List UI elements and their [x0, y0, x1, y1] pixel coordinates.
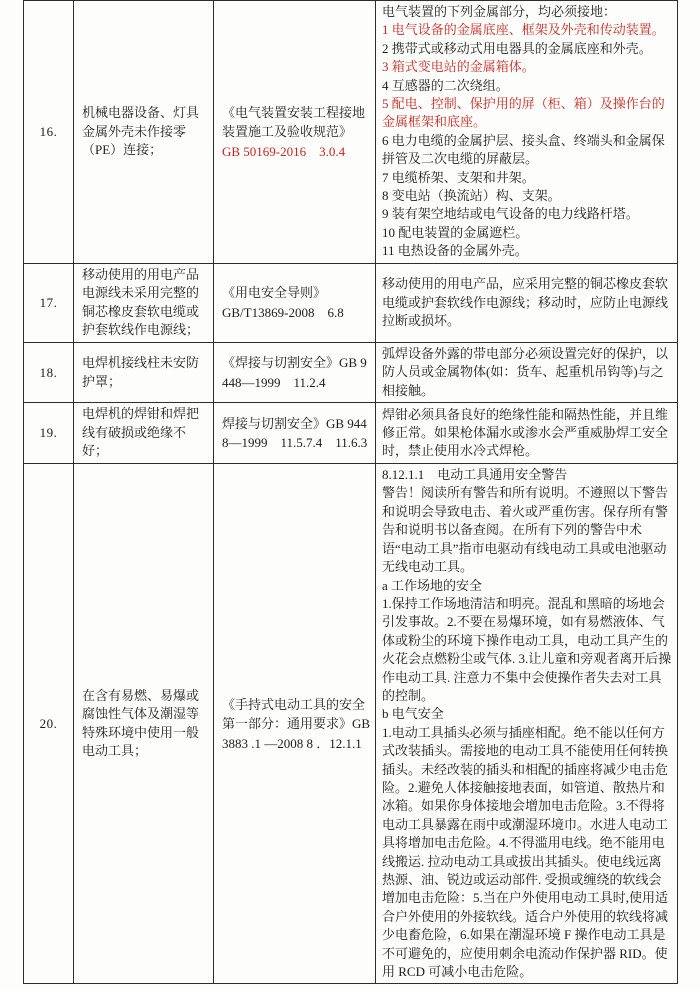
- requirement-line: a 工作场地的安全: [382, 577, 483, 593]
- issue-cell: 电焊机的焊钳和焊把线有破损或绝缘不好；: [74, 403, 214, 464]
- basis-line: GB 50169-2016 3.0.4: [222, 143, 346, 159]
- requirement-line: 1.保持工作场地清洁和明亮。混乱和黑暗的场地会引发事故。2.不要在易爆环境，如有易燃液体、气体或粉尘的环境下操作电动工具，电动工具产生的火花会点燃粉尘或气体. 3.让儿童和旁观者离开后操作电动工具. 注意力不集中会使操作者失去对工具的控制。: [382, 595, 672, 703]
- requirement-line: 警告！阅读所有警告和所有说明。不遵照以下警告和说明会导致电击、着火或严重伤害。保存所有警告和说明书以备查阅。在所有下列的警告中术语“电动工具”指市电驱动有线电动工具或电池驱动无线电动工具。: [382, 485, 669, 575]
- issue-cell: 电焊机接线柱未安防护罩；: [74, 343, 214, 403]
- requirement-line: 9 装有架空地结或电气设备的电力线路杆塔。: [382, 206, 639, 222]
- basis-cell: [214, 1, 376, 264]
- row-number-cell: 18.: [24, 343, 74, 403]
- basis-line: 《焊接与切割安全》GB 9448—1999 11.2.4: [222, 355, 367, 390]
- requirement-line: 11 电热设备的金属外壳。: [382, 243, 528, 259]
- requirement-line: 移动使用的用电产品，应采用完整的铜芯橡皮套软电缆或护套软线作电源线；移动时，应防止电源线拉断或损坏。: [382, 276, 669, 329]
- table-row: [24, 1, 678, 264]
- requirement-line: 7 电缆桥架、支架和井架。: [382, 169, 535, 185]
- inspection-standards-table: [23, 0, 678, 984]
- issue-cell: 机械电器设备、灯具金属外壳未作接零（PE）连接；: [74, 1, 214, 264]
- basis-cell: [214, 263, 376, 342]
- requirement-line: 1.电动工具插头必须与插座相配。绝不能以任何方式改装插头。需接地的电动工具不能使用任何转换插头。未经改装的插头和相配的插座将减少电击危险。2.避免人体接触接地表面，如管道、散热片和冰箱。如果你身体接地会增加电击危险。3.不得将电动工具暴露在雨中或潮湿环境巾。水进人电动工具将增加电击危险。4.不得滥用电线。绝不能用电线搬运. 拉动电动工具或拔出其插头。使电线远离热源、油、锐边或运动部件. 受损或缠绕的软线会增加电击危险：5.当在户外使用电动工具时,使用适合户外使用的外接软线。适合户外使用的软线将减少电畜危险，6.如果在潮湿环境 F 操作电动工具是不可避免的，应使用刺余电流动作保护器 RID。使用 RCD 可减小电击危险。: [382, 724, 669, 980]
- requirement-line: 弧焊设备外露的带电部分必须设置完好的保护，以防人员或金属物体(如：货车、起重机吊钩等)与之相接触。: [382, 346, 669, 398]
- requirement-cell: [376, 464, 678, 984]
- row-number-cell: 19.: [24, 403, 74, 464]
- requirement-line: 6 电力电缆的金属护层、接头盒、终端头和金属保拼管及二次电缆的屏蔽层。: [382, 132, 665, 167]
- basis-line: 《手持式电动工具的安全第一部分：通用要求》GB 3883 .1 —2008 8 ．12.1.1: [222, 696, 374, 751]
- requirement-line: 1 电气设备的金属底座、框架及外壳和传动装置。: [382, 22, 665, 38]
- requirement-line: 5 配电、控制、保护用的屏（柜、箱）及操作台的金属框架和底座。: [382, 96, 665, 130]
- basis-line: 《用电安全导则》: [222, 285, 327, 301]
- issue-cell: 在含有易燃、易爆或腐蚀性气体及潮湿等特殊环境中使用一般电动工具；: [74, 464, 214, 984]
- requirement-cell: [376, 263, 678, 342]
- row-number-cell: 17.: [24, 263, 74, 342]
- inspection-table-body: [24, 1, 678, 984]
- basis-line: GB/T13869-2008 6.8: [222, 304, 344, 320]
- requirement-line: 10 配电装置的金属遮栏。: [382, 224, 529, 240]
- requirement-line: 8.12.1.1 电动工具通用安全警告: [382, 467, 568, 483]
- basis-cell: [214, 343, 376, 403]
- requirement-cell: [376, 343, 678, 403]
- basis-line: 《电气装置安装工程接地装置施工及验收规范》: [222, 104, 366, 140]
- requirement-line: 电气装置的下列金属部分，均必须接地：: [382, 4, 617, 19]
- table-row: [24, 464, 678, 984]
- requirement-line: b 电气安全: [382, 706, 444, 722]
- requirement-cell: [376, 403, 678, 464]
- row-number-cell: 20.: [24, 464, 74, 984]
- basis-cell: [214, 403, 376, 464]
- basis-cell: [214, 464, 376, 984]
- requirement-cell: [376, 1, 678, 264]
- requirement-line: 3 箱式变电站的金属箱体。: [382, 59, 535, 75]
- table-row: [24, 403, 678, 464]
- table-row: [24, 263, 678, 342]
- basis-line: 焊接与切割安全》GB 9448—1999 11.5.7.4 11.6.3: [222, 415, 368, 451]
- row-number-cell: 16.: [24, 1, 74, 264]
- issue-cell: 移动使用的用电产品电源线未采用完整的铜芯橡皮套软电缆或护套软线作电源线；: [74, 263, 214, 342]
- table-row: [24, 343, 678, 403]
- requirement-line: 4 互感器的二次绕组。: [382, 77, 509, 93]
- requirement-line: 焊钳必须具备良好的绝缘性能和隔热性能，并且维修正常。如果枪体漏水或渗水会严重威胁焊工安全时，禁止使用水冷式焊枪。: [382, 406, 669, 459]
- requirement-line: 2 携带式或移动式用电器具的金属底座和外壳。: [382, 40, 652, 56]
- requirement-line: 8 变电站（换流站）构、支架。: [382, 188, 561, 204]
